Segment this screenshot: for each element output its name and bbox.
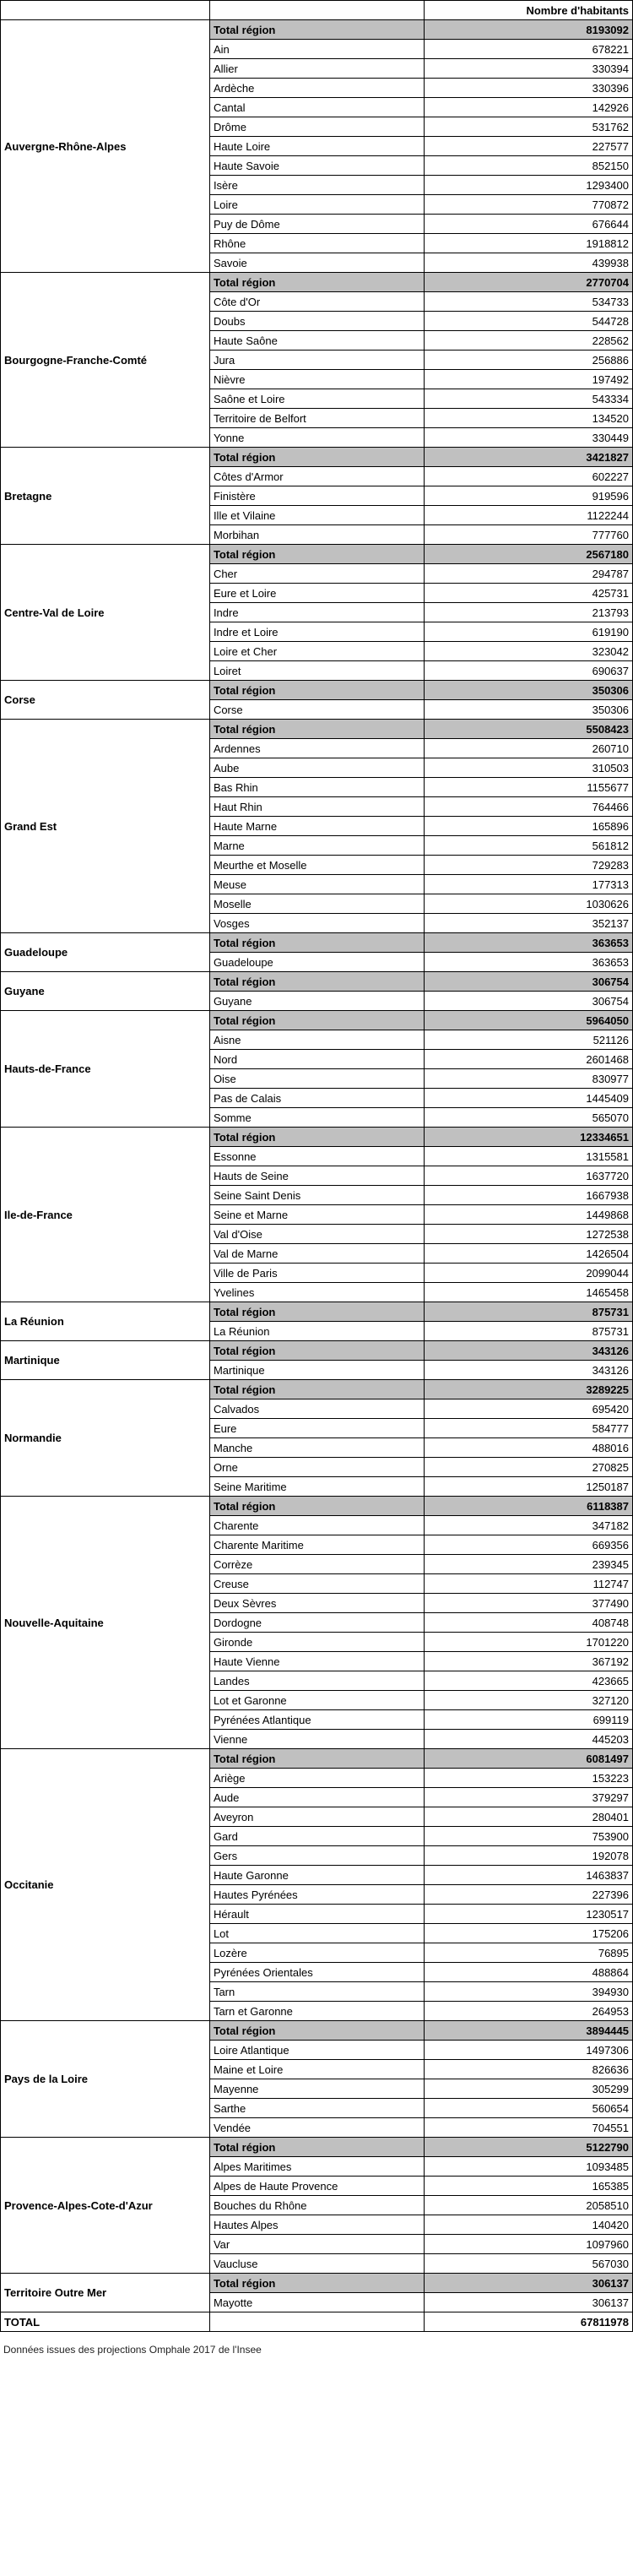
departement-name: La Réunion: [209, 1322, 424, 1341]
region-total-value: 2567180: [425, 545, 633, 564]
departement-population: 264953: [425, 2002, 633, 2021]
departement-name: Côte d'Or: [209, 292, 424, 312]
total-region-label: Total région: [209, 1011, 424, 1030]
region-name: Centre-Val de Loire: [1, 545, 210, 681]
region-name: Ile-de-France: [1, 1128, 210, 1302]
total-region-label: Total région: [209, 1380, 424, 1399]
total-region-label: Total région: [209, 2021, 424, 2041]
departement-name: Mayotte: [209, 2293, 424, 2312]
region-total-row: [1, 933, 633, 953]
total-region-label: Total région: [209, 972, 424, 992]
departement-name: Morbihan: [209, 525, 424, 545]
departement-name: Seine Maritime: [209, 1477, 424, 1497]
region-total-row: [1, 972, 633, 992]
departement-population: 544728: [425, 312, 633, 331]
total-region-label: Total région: [209, 1341, 424, 1361]
departement-name: Ardennes: [209, 739, 424, 758]
departement-name: Ville de Paris: [209, 1264, 424, 1283]
departement-population: 1918812: [425, 234, 633, 253]
departement-population: 678221: [425, 40, 633, 59]
departement-population: 350306: [425, 700, 633, 720]
departement-population: 280401: [425, 1807, 633, 1827]
departement-name: Aube: [209, 758, 424, 778]
departement-name: Ain: [209, 40, 424, 59]
departement-name: Pas de Calais: [209, 1089, 424, 1108]
departement-population: 584777: [425, 1419, 633, 1438]
region-name: Bretagne: [1, 448, 210, 545]
departement-name: Charente Maritime: [209, 1535, 424, 1555]
total-region-label: Total région: [209, 2274, 424, 2293]
departement-population: 1097960: [425, 2235, 633, 2254]
departement-name: Vosges: [209, 914, 424, 933]
departement-name: Maine et Loire: [209, 2060, 424, 2079]
departement-population: 619190: [425, 622, 633, 642]
departement-population: 2601468: [425, 1050, 633, 1069]
region-name: Guadeloupe: [1, 933, 210, 972]
departement-name: Ille et Vilaine: [209, 506, 424, 525]
departement-population: 192078: [425, 1846, 633, 1866]
departement-population: 561812: [425, 836, 633, 856]
departement-population: 379297: [425, 1788, 633, 1807]
departement-population: 1637720: [425, 1166, 633, 1186]
region-total-row: [1, 1128, 633, 1147]
departement-name: Aisne: [209, 1030, 424, 1050]
departement-population: 347182: [425, 1516, 633, 1535]
region-total-row: [1, 1341, 633, 1361]
departement-population: 423665: [425, 1671, 633, 1691]
departement-population: 1093485: [425, 2157, 633, 2177]
departement-name: Landes: [209, 1671, 424, 1691]
departement-name: Pyrénées Orientales: [209, 1963, 424, 1982]
region-name: La Réunion: [1, 1302, 210, 1341]
departement-population: 1497306: [425, 2041, 633, 2060]
departement-name: Bas Rhin: [209, 778, 424, 797]
departement-population: 134520: [425, 409, 633, 428]
departement-name: Puy de Dôme: [209, 215, 424, 234]
departement-name: Rhône: [209, 234, 424, 253]
region-name: Provence-Alpes-Cote-d'Azur: [1, 2138, 210, 2274]
departement-name: Var: [209, 2235, 424, 2254]
departement-name: Tarn: [209, 1982, 424, 2002]
region-total-value: 306137: [425, 2274, 633, 2293]
region-name: Auvergne-Rhône-Alpes: [1, 20, 210, 273]
departement-name: Cher: [209, 564, 424, 584]
region-name: Martinique: [1, 1341, 210, 1380]
departement-name: Bouches du Rhône: [209, 2196, 424, 2215]
departement-population: 1122244: [425, 506, 633, 525]
departement-population: 165385: [425, 2177, 633, 2196]
departement-name: Guyane: [209, 992, 424, 1011]
departement-population: 764466: [425, 797, 633, 817]
departement-population: 177313: [425, 875, 633, 894]
departement-name: Marne: [209, 836, 424, 856]
departement-population: 875731: [425, 1322, 633, 1341]
departement-population: 367192: [425, 1652, 633, 1671]
departement-population: 1155677: [425, 778, 633, 797]
departement-name: Calvados: [209, 1399, 424, 1419]
departement-name: Vendée: [209, 2118, 424, 2138]
departement-name: Lozère: [209, 1943, 424, 1963]
departement-population: 531762: [425, 117, 633, 137]
departement-population: 1030626: [425, 894, 633, 914]
departement-population: 363653: [425, 953, 633, 972]
grand-total-spacer: [209, 2312, 424, 2332]
departement-name: Doubs: [209, 312, 424, 331]
departement-population: 852150: [425, 156, 633, 176]
region-total-value: 875731: [425, 1302, 633, 1322]
departement-population: 343126: [425, 1361, 633, 1380]
departement-name: Corrèze: [209, 1555, 424, 1574]
departement-population: 175206: [425, 1924, 633, 1943]
departement-population: 1465458: [425, 1283, 633, 1302]
departement-name: Haute Savoie: [209, 156, 424, 176]
departement-population: 153223: [425, 1769, 633, 1788]
departement-population: 1701220: [425, 1633, 633, 1652]
departement-population: 227396: [425, 1885, 633, 1905]
departement-population: 394930: [425, 1982, 633, 2002]
departement-name: Essonne: [209, 1147, 424, 1166]
region-total-row: [1, 273, 633, 292]
source-note: Données issues des projections Omphale 2017 de l'Insee: [3, 2344, 262, 2356]
departement-population: 197492: [425, 370, 633, 389]
departement-name: Hautes Alpes: [209, 2215, 424, 2235]
departement-population: 142926: [425, 98, 633, 117]
departement-population: 306754: [425, 992, 633, 1011]
region-total-value: 2770704: [425, 273, 633, 292]
departement-population: 1449868: [425, 1205, 633, 1225]
departement-name: Manche: [209, 1438, 424, 1458]
region-total-row: [1, 1302, 633, 1322]
region-total-value: 5964050: [425, 1011, 633, 1030]
region-total-row: [1, 681, 633, 700]
region-name: Corse: [1, 681, 210, 720]
departement-population: 690637: [425, 661, 633, 681]
departement-population: 1445409: [425, 1089, 633, 1108]
region-total-row: [1, 20, 633, 40]
departement-population: 270825: [425, 1458, 633, 1477]
departement-name: Moselle: [209, 894, 424, 914]
departement-population: 425731: [425, 584, 633, 603]
departement-population: 565070: [425, 1108, 633, 1128]
departement-population: 695420: [425, 1399, 633, 1419]
header-row: [1, 1, 633, 20]
departement-population: 488016: [425, 1438, 633, 1458]
departement-name: Corse: [209, 700, 424, 720]
departement-name: Finistère: [209, 486, 424, 506]
region-name: Normandie: [1, 1380, 210, 1497]
header-population-label: Nombre d'habitants: [425, 1, 633, 20]
departement-name: Haute Loire: [209, 137, 424, 156]
departement-population: 753900: [425, 1827, 633, 1846]
departement-population: 260710: [425, 739, 633, 758]
departement-population: 327120: [425, 1691, 633, 1710]
departement-name: Loire et Cher: [209, 642, 424, 661]
departement-population: 439938: [425, 253, 633, 273]
departement-population: 239345: [425, 1555, 633, 1574]
departement-name: Ariège: [209, 1769, 424, 1788]
departement-population: 534733: [425, 292, 633, 312]
departement-population: 256886: [425, 351, 633, 370]
departement-name: Drôme: [209, 117, 424, 137]
departement-name: Dordogne: [209, 1613, 424, 1633]
departement-population: 2058510: [425, 2196, 633, 2215]
departement-name: Gard: [209, 1827, 424, 1846]
departement-population: 1426504: [425, 1244, 633, 1264]
departement-name: Gironde: [209, 1633, 424, 1652]
departement-name: Gers: [209, 1846, 424, 1866]
departement-population: 1463837: [425, 1866, 633, 1885]
total-region-label: Total région: [209, 681, 424, 700]
header-cell-region: [1, 1, 210, 20]
departement-name: Vienne: [209, 1730, 424, 1749]
departement-population: 919596: [425, 486, 633, 506]
region-total-row: [1, 545, 633, 564]
departement-population: 1293400: [425, 176, 633, 195]
region-total-value: 5122790: [425, 2138, 633, 2157]
departement-population: 560654: [425, 2099, 633, 2118]
total-region-label: Total région: [209, 273, 424, 292]
departement-population: 770872: [425, 195, 633, 215]
departement-population: 294787: [425, 564, 633, 584]
departement-name: Val d'Oise: [209, 1225, 424, 1244]
region-total-row: [1, 1749, 633, 1769]
departement-name: Meurthe et Moselle: [209, 856, 424, 875]
departement-population: 669356: [425, 1535, 633, 1555]
departement-population: 408748: [425, 1613, 633, 1633]
departement-population: 323042: [425, 642, 633, 661]
departement-population: 676644: [425, 215, 633, 234]
departement-population: 227577: [425, 137, 633, 156]
departement-name: Savoie: [209, 253, 424, 273]
departement-name: Alpes de Haute Provence: [209, 2177, 424, 2196]
region-name: Guyane: [1, 972, 210, 1011]
departement-population: 377490: [425, 1594, 633, 1613]
departement-name: Guadeloupe: [209, 953, 424, 972]
total-region-label: Total région: [209, 1497, 424, 1516]
departement-name: Haute Marne: [209, 817, 424, 836]
departement-name: Isère: [209, 176, 424, 195]
departement-population: 330394: [425, 59, 633, 79]
total-region-label: Total région: [209, 1302, 424, 1322]
departement-population: 830977: [425, 1069, 633, 1089]
departement-population: 699119: [425, 1710, 633, 1730]
region-name: Bourgogne-Franche-Comté: [1, 273, 210, 448]
departement-name: Haute Vienne: [209, 1652, 424, 1671]
region-name: Grand Est: [1, 720, 210, 933]
region-total-value: 3894445: [425, 2021, 633, 2041]
departement-population: 567030: [425, 2254, 633, 2274]
departement-population: 729283: [425, 856, 633, 875]
departement-name: Aude: [209, 1788, 424, 1807]
region-total-row: [1, 2138, 633, 2157]
total-region-label: Total région: [209, 720, 424, 739]
grand-total-label: TOTAL: [1, 2312, 210, 2332]
departement-name: Orne: [209, 1458, 424, 1477]
departement-name: Creuse: [209, 1574, 424, 1594]
departement-population: 140420: [425, 2215, 633, 2235]
departement-name: Val de Marne: [209, 1244, 424, 1264]
departement-population: 445203: [425, 1730, 633, 1749]
departement-name: Cantal: [209, 98, 424, 117]
region-total-value: 8193092: [425, 20, 633, 40]
total-region-label: Total région: [209, 20, 424, 40]
region-total-row: [1, 720, 633, 739]
departement-name: Vaucluse: [209, 2254, 424, 2274]
region-total-value: 363653: [425, 933, 633, 953]
departement-name: Meuse: [209, 875, 424, 894]
departement-population: 330396: [425, 79, 633, 98]
departement-name: Territoire de Belfort: [209, 409, 424, 428]
region-total-row: [1, 2021, 633, 2041]
total-region-label: Total région: [209, 2138, 424, 2157]
departement-population: 228562: [425, 331, 633, 351]
departement-name: Seine et Marne: [209, 1205, 424, 1225]
departement-name: Hauts de Seine: [209, 1166, 424, 1186]
departement-name: Somme: [209, 1108, 424, 1128]
total-region-label: Total région: [209, 1749, 424, 1769]
departement-population: 521126: [425, 1030, 633, 1050]
departement-name: Côtes d'Armor: [209, 467, 424, 486]
departement-name: Saône et Loire: [209, 389, 424, 409]
departement-population: 1230517: [425, 1905, 633, 1924]
departement-name: Alpes Maritimes: [209, 2157, 424, 2177]
region-name: Territoire Outre Mer: [1, 2274, 210, 2312]
region-total-row: [1, 1497, 633, 1516]
departement-population: 1250187: [425, 1477, 633, 1497]
departement-name: Haute Garonne: [209, 1866, 424, 1885]
header-cell-departement: [209, 1, 424, 20]
region-total-value: 306754: [425, 972, 633, 992]
departement-name: Nièvre: [209, 370, 424, 389]
departement-population: 310503: [425, 758, 633, 778]
departement-population: 704551: [425, 2118, 633, 2138]
region-name: Hauts-de-France: [1, 1011, 210, 1128]
grand-total-value: 67811978: [425, 2312, 633, 2332]
departement-population: 826636: [425, 2060, 633, 2079]
departement-name: Seine Saint Denis: [209, 1186, 424, 1205]
total-region-label: Total région: [209, 448, 424, 467]
departement-name: Tarn et Garonne: [209, 2002, 424, 2021]
departement-name: Yonne: [209, 428, 424, 448]
departement-name: Indre: [209, 603, 424, 622]
departement-name: Haut Rhin: [209, 797, 424, 817]
departement-population: 1315581: [425, 1147, 633, 1166]
departement-population: 352137: [425, 914, 633, 933]
departement-population: 165896: [425, 817, 633, 836]
region-total-value: 343126: [425, 1341, 633, 1361]
departement-population: 602227: [425, 467, 633, 486]
departement-name: Loire Atlantique: [209, 2041, 424, 2060]
departement-name: Lot et Garonne: [209, 1691, 424, 1710]
departement-name: Hérault: [209, 1905, 424, 1924]
departement-name: Deux Sèvres: [209, 1594, 424, 1613]
departement-name: Sarthe: [209, 2099, 424, 2118]
departement-name: Jura: [209, 351, 424, 370]
departement-population: 305299: [425, 2079, 633, 2099]
departement-name: Mayenne: [209, 2079, 424, 2099]
departement-name: Yvelines: [209, 1283, 424, 1302]
region-total-value: 350306: [425, 681, 633, 700]
region-total-value: 12334651: [425, 1128, 633, 1147]
departement-population: 1272538: [425, 1225, 633, 1244]
region-total-value: 6118387: [425, 1497, 633, 1516]
total-region-label: Total région: [209, 1128, 424, 1147]
departement-name: Haute Saône: [209, 331, 424, 351]
departement-name: Ardèche: [209, 79, 424, 98]
region-total-row: [1, 1380, 633, 1399]
departement-population: 213793: [425, 603, 633, 622]
grand-total-row: [1, 2312, 633, 2332]
departement-population: 76895: [425, 1943, 633, 1963]
departement-population: 777760: [425, 525, 633, 545]
region-total-value: 3289225: [425, 1380, 633, 1399]
departement-name: Oise: [209, 1069, 424, 1089]
region-total-row: [1, 448, 633, 467]
departement-population: 306137: [425, 2293, 633, 2312]
departement-name: Loiret: [209, 661, 424, 681]
departement-name: Aveyron: [209, 1807, 424, 1827]
region-total-value: 6081497: [425, 1749, 633, 1769]
departement-population: 488864: [425, 1963, 633, 1982]
departement-name: Loire: [209, 195, 424, 215]
total-region-label: Total région: [209, 545, 424, 564]
departement-name: Pyrénées Atlantique: [209, 1710, 424, 1730]
departement-name: Eure: [209, 1419, 424, 1438]
region-total-row: [1, 2274, 633, 2293]
region-total-value: 3421827: [425, 448, 633, 467]
departement-name: Hautes Pyrénées: [209, 1885, 424, 1905]
departement-name: Martinique: [209, 1361, 424, 1380]
departement-name: Lot: [209, 1924, 424, 1943]
departement-population: 543334: [425, 389, 633, 409]
departement-name: Charente: [209, 1516, 424, 1535]
region-total-value: 5508423: [425, 720, 633, 739]
departement-name: Eure et Loire: [209, 584, 424, 603]
departement-population: 330449: [425, 428, 633, 448]
table-body: [1, 1, 633, 2332]
region-total-row: [1, 1011, 633, 1030]
departement-population: 112747: [425, 1574, 633, 1594]
departement-name: Allier: [209, 59, 424, 79]
region-name: Nouvelle-Aquitaine: [1, 1497, 210, 1749]
region-name: Occitanie: [1, 1749, 210, 2021]
region-name: Pays de la Loire: [1, 2021, 210, 2138]
total-region-label: Total région: [209, 933, 424, 953]
departement-name: Nord: [209, 1050, 424, 1069]
departement-name: Indre et Loire: [209, 622, 424, 642]
departement-population: 2099044: [425, 1264, 633, 1283]
departement-population: 1667938: [425, 1186, 633, 1205]
